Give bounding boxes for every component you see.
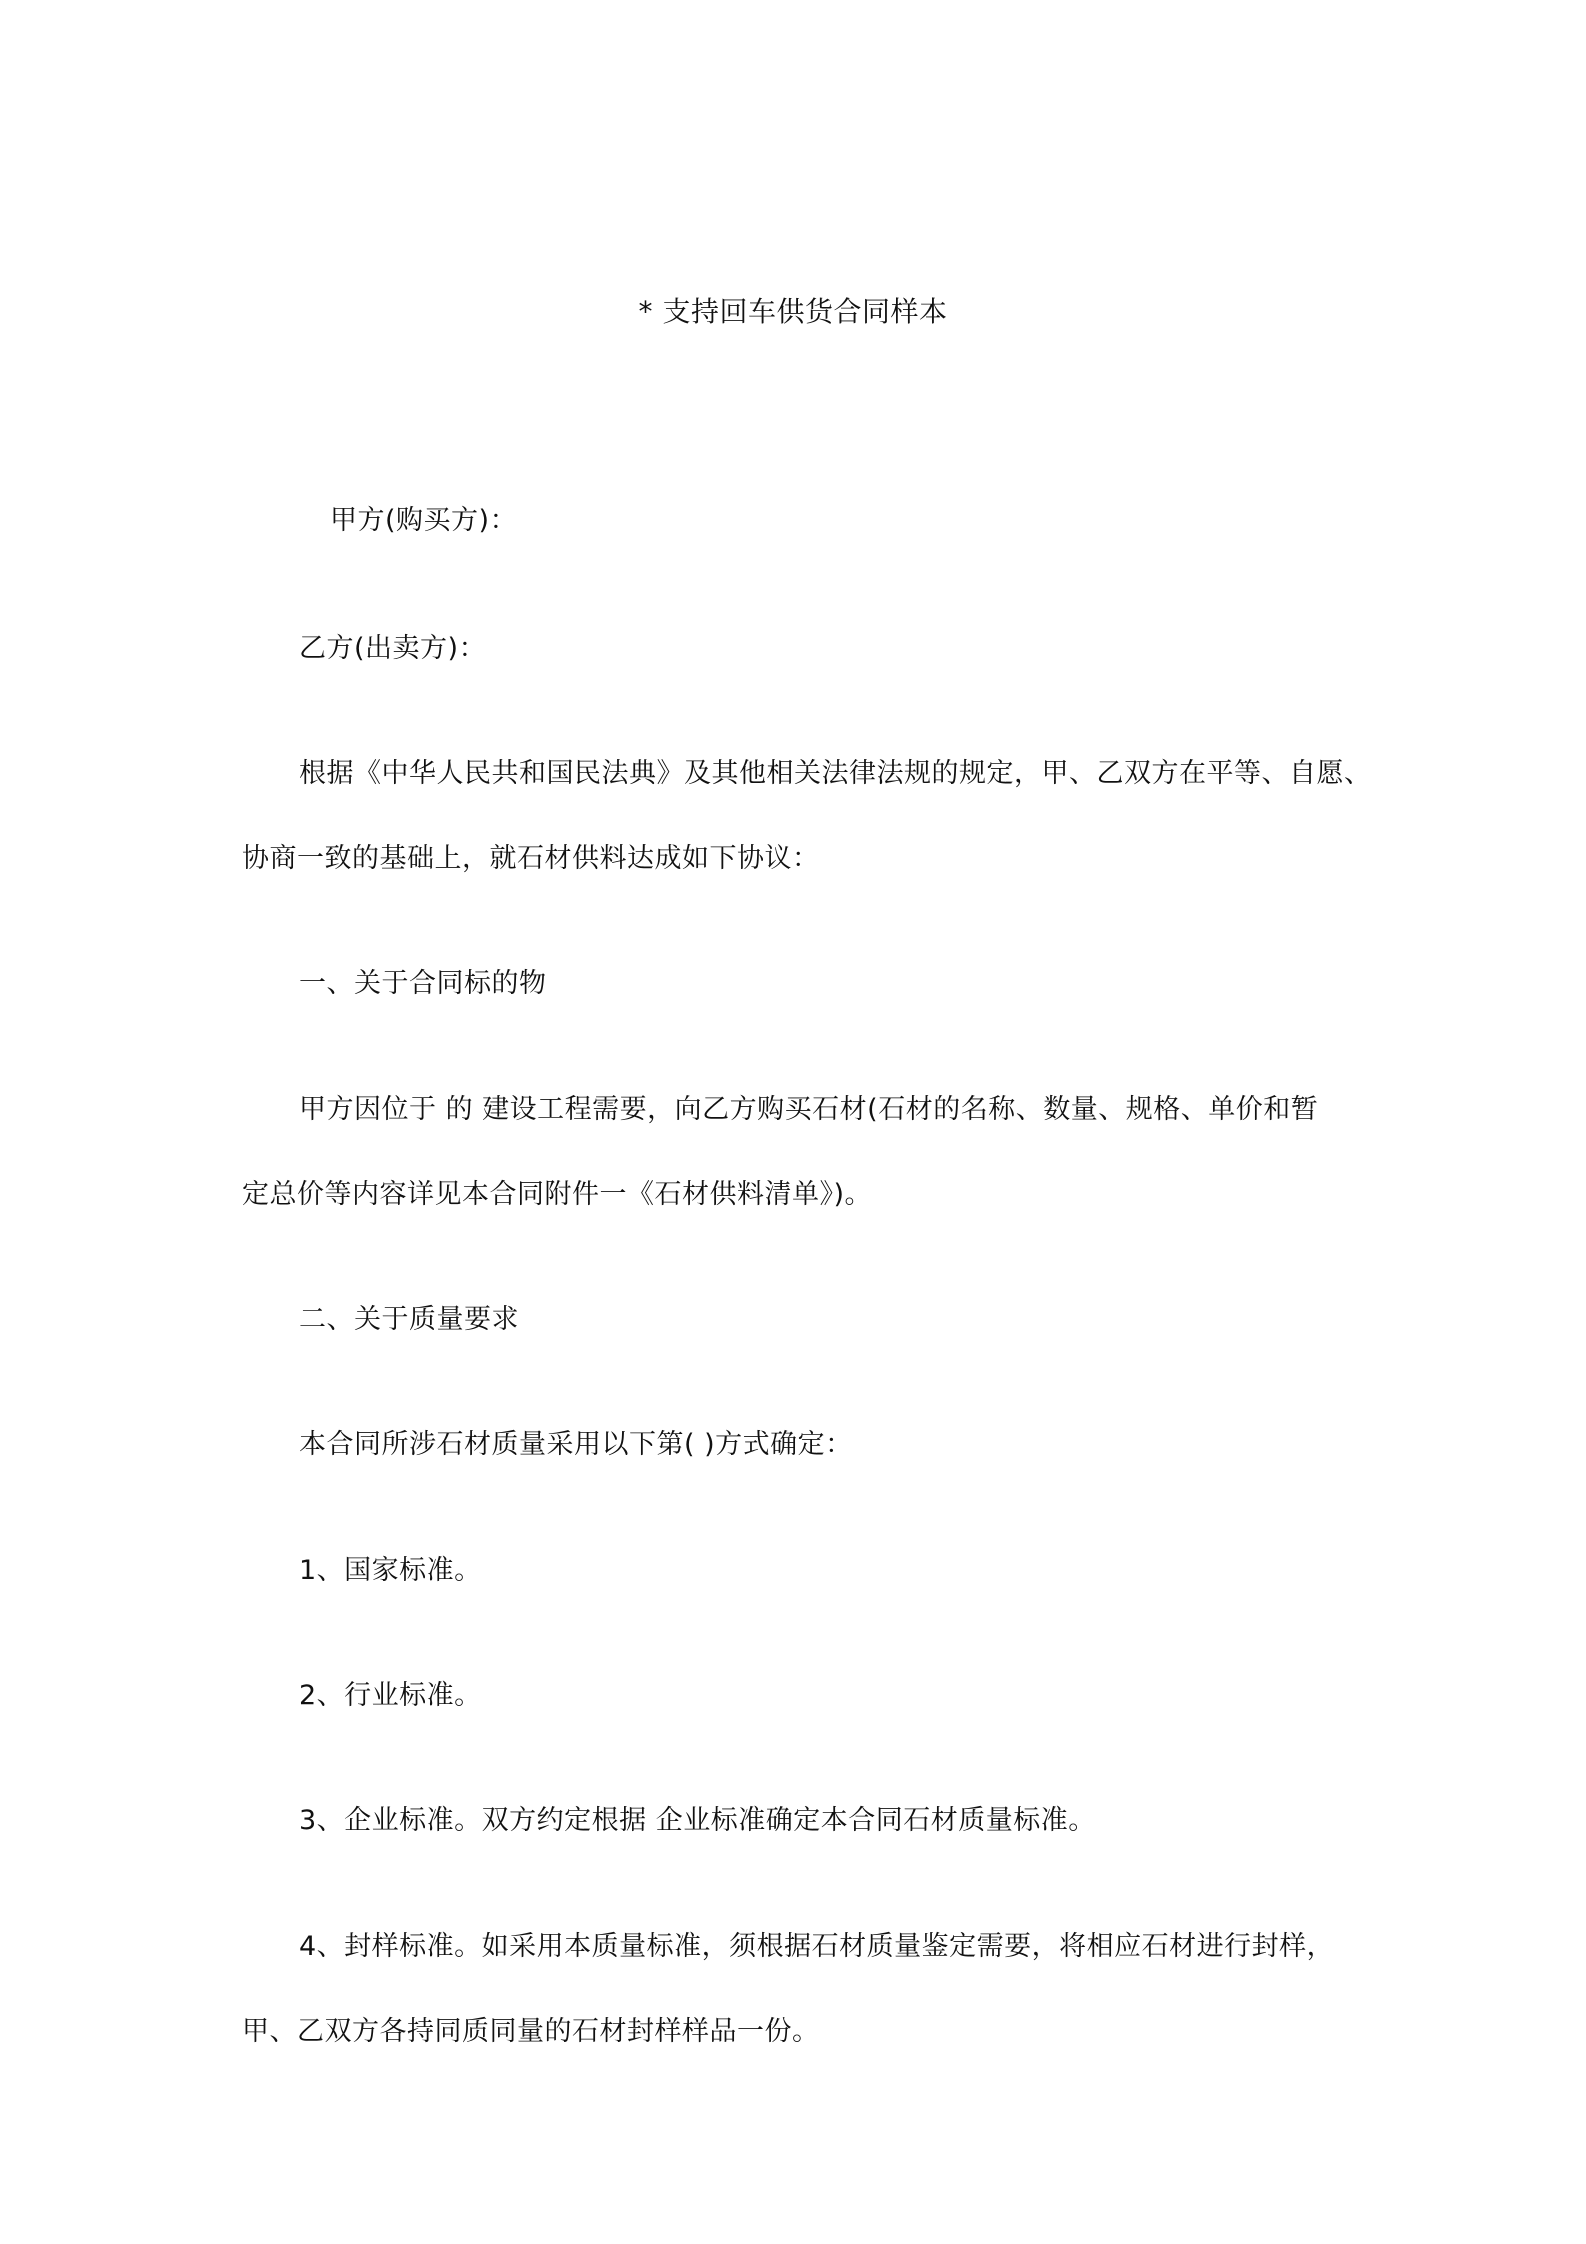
list-item-4-line-1: 4、封样标准。如采用本质量标准，须根据石材质量鉴定需要，将相应石材进行封样， xyxy=(299,1931,1335,1962)
section-1-line-2: 定总价等内容详见本合同附件一《石材供料清单》)。 xyxy=(242,1179,873,1210)
list-item-4-line-2: 甲、乙双方各持同质同量的石材封样样品一份。 xyxy=(242,2016,820,2047)
party-b-label: 乙方(出卖方)： xyxy=(299,633,487,664)
section-1-line-1: 甲方因位于 的 建设工程需要，向乙方购买石材(石材的名称、数量、规格、单价和暂 xyxy=(299,1094,1319,1125)
list-item-1: 1、国家标准。 xyxy=(299,1555,482,1586)
party-a-label: 甲方(购买方)： xyxy=(330,505,518,536)
section-2-heading: 二、关于质量要求 xyxy=(299,1304,519,1335)
list-item-3: 3、企业标准。双方约定根据 企业标准确定本合同石材质量标准。 xyxy=(299,1805,1096,1836)
preamble-line-2: 协商一致的基础上，就石材供料达成如下协议： xyxy=(242,843,820,874)
list-item-2: 2、行业标准。 xyxy=(299,1680,482,1711)
section-1-heading: 一、关于合同标的物 xyxy=(299,968,547,999)
section-2-intro: 本合同所涉石材质量采用以下第( )方式确定： xyxy=(299,1429,853,1460)
preamble-line-1: 根据《中华人民共和国民法典》及其他相关法律法规的规定，甲、乙双方在平等、自愿、 xyxy=(299,758,1372,789)
document-title: * 支持回车供货合同样本 xyxy=(638,295,948,328)
